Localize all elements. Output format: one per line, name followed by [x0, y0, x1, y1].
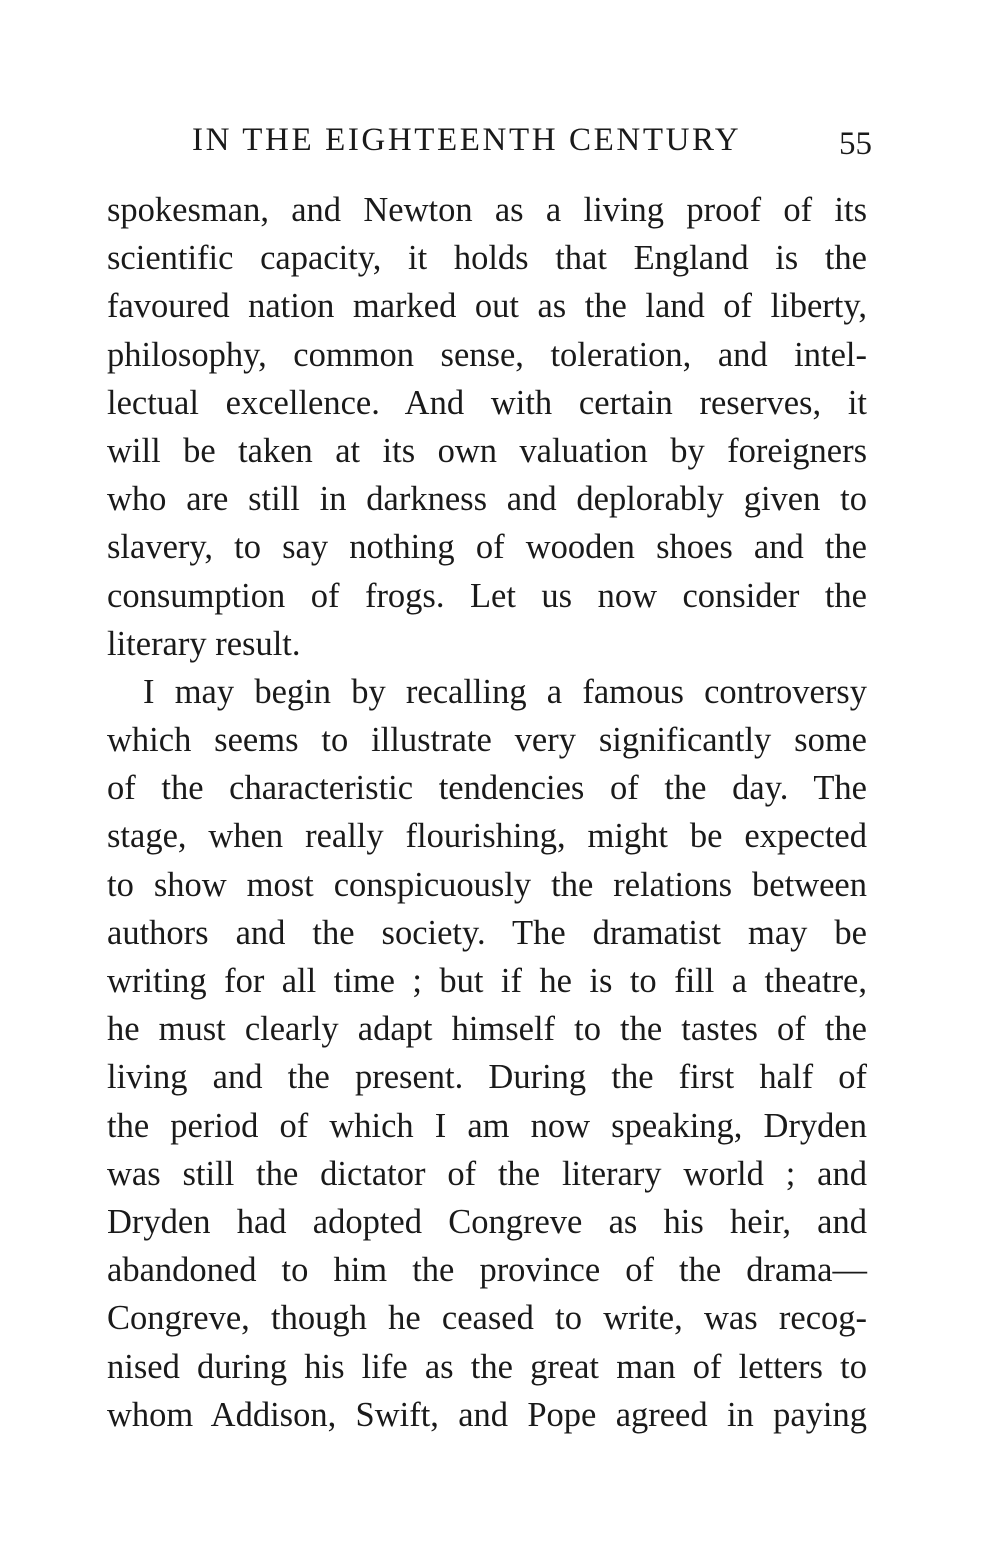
text-line: lectual excellence. And with certain reserves, it [107, 383, 867, 422]
text-line: scientific capacity, it holds that England is the [107, 239, 867, 278]
text-line: nised during his life as the great man of letters to [107, 1347, 867, 1386]
text-line: I may begin by recalling a famous controversy [143, 672, 867, 711]
text-line: stage, when really flourishing, might be expected [107, 817, 867, 856]
text-line: consumption of frogs. Let us now consider the [107, 576, 867, 615]
page-number: 55 [839, 126, 872, 162]
text-line: slavery, to say nothing of wooden shoes and the [107, 528, 867, 567]
text-line: of the characteristic tendencies of the day. The [107, 769, 867, 808]
text-line: was still the dictator of the literary world ; and [107, 1154, 867, 1193]
text-line: spokesman, and Newton as a living proof of its [107, 191, 867, 229]
paragraph-2 [107, 668, 867, 1439]
text-line: favoured nation marked out as the land of liberty, [107, 287, 867, 326]
text-line: literary result. [107, 624, 301, 663]
text-line: to show most conspicuously the relations between [107, 865, 867, 904]
text-line: living and the present. During the first half of [107, 1058, 867, 1097]
text-line: who are still in darkness and deplorably given to [107, 480, 867, 519]
text-line: writing for all time ; but if he is to fill a theatre, [107, 962, 867, 1000]
paragraph-1 [107, 186, 867, 668]
text-line: Dryden had adopted Congreve as his heir, and [107, 1202, 867, 1241]
text-line: will be taken at its own valuation by foreigners [107, 431, 867, 470]
text-line: abandoned to him the province of the drama— [107, 1251, 867, 1290]
body-text [107, 186, 867, 1439]
text-line: Congreve, though he ceased to write, was recog- [107, 1299, 867, 1338]
text-line: he must clearly adapt himself to the tastes of the [107, 1010, 867, 1049]
running-head [192, 116, 872, 164]
text-line: whom Addison, Swift, and Pope agreed in paying [107, 1395, 867, 1434]
text-line: which seems to illustrate very significantly some [107, 721, 867, 760]
running-title: IN THE EIGHTEENTH CENTURY [192, 122, 742, 158]
text-line: the period of which I am now speaking, Dryden [107, 1106, 867, 1145]
text-line: philosophy, common sense, toleration, and intel- [107, 335, 867, 374]
text-line: authors and the society. The dramatist may be [107, 913, 867, 952]
